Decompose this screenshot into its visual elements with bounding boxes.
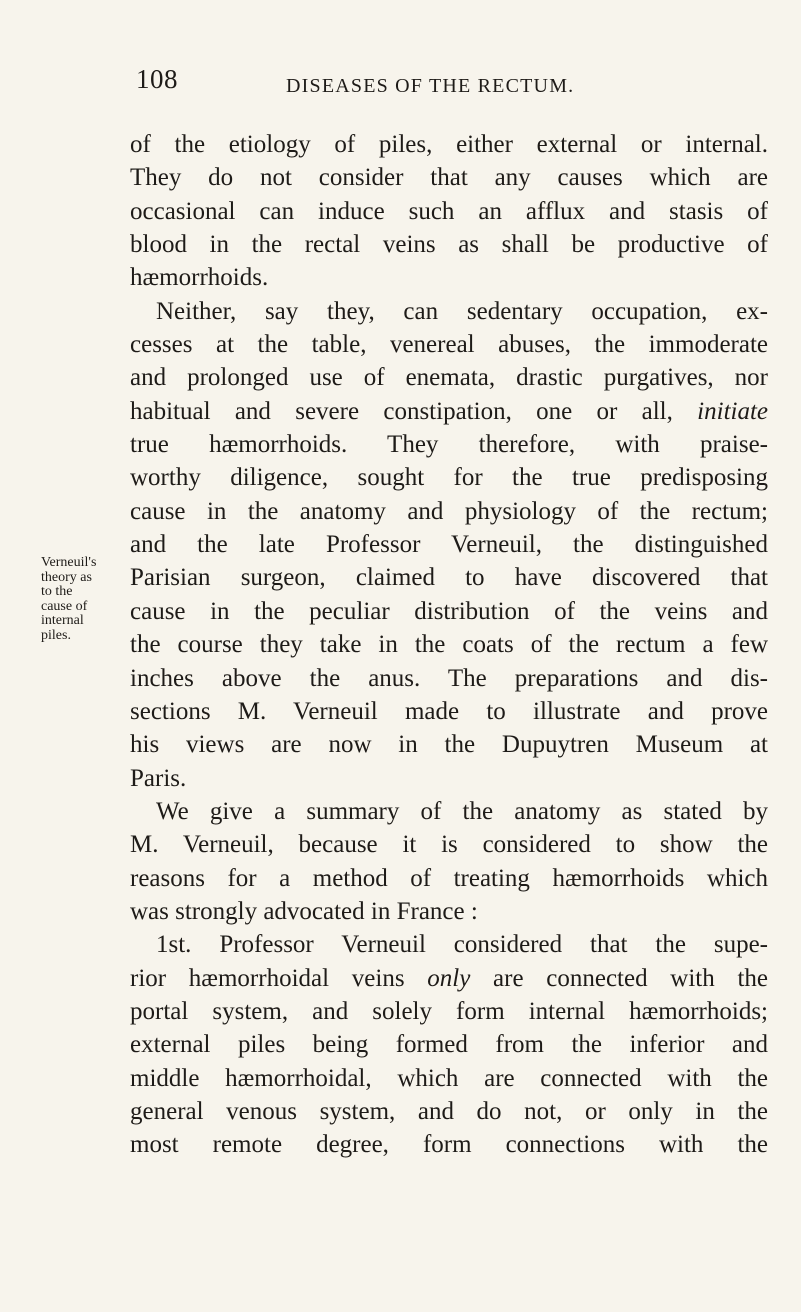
text-line: external piles being formed from the inferior and xyxy=(130,1031,768,1059)
text-line: occasional can induce such an afflux and stasis of xyxy=(130,197,768,225)
text-line: true hæmorrhoids. They therefore, with praise- xyxy=(130,431,768,459)
text-line: was strongly advocated in France : xyxy=(130,897,478,925)
text-segment: rior hæmorrhoidal veins xyxy=(130,964,405,992)
running-head: DISEASES OF THE RECTUM. xyxy=(286,75,575,97)
text-line: 1st. Professor Verneuil considered that the supe- xyxy=(156,931,768,959)
text-line: reasons for a method of treating hæmorrhoids which xyxy=(130,864,768,892)
text-line: worthy diligence, sought for the true predisposing xyxy=(130,464,768,492)
text-line: blood in the rectal veins as shall be productive of xyxy=(130,231,768,259)
text-line: We give a summary of the anatomy as stated by xyxy=(156,797,768,825)
text-line: cause in the anatomy and physiology of the rectum; xyxy=(130,497,768,525)
text-segment: are connected with the xyxy=(493,964,768,992)
text-line: Parisian surgeon, claimed to have discovered that xyxy=(130,564,768,592)
text-line: cause in the peculiar distribution of the veins and xyxy=(130,597,768,625)
text-line: his views are now in the Dupuytren Museum at xyxy=(130,731,768,759)
text-line: general venous system, and do not, or only in the xyxy=(130,1097,768,1125)
text-line: and prolonged use of enemata, drastic purgatives, nor xyxy=(130,364,768,392)
text-segment: habitual and severe constipation, one or all, xyxy=(130,397,673,425)
italic-word: initiate xyxy=(697,397,768,425)
text-line: sections M. Verneuil made to illustrate and prove xyxy=(130,697,768,725)
text-line: Neither, say they, can sedentary occupation, ex- xyxy=(156,297,768,325)
text-line: portal system, and solely form internal hæmorrhoids; xyxy=(130,997,768,1025)
text-line: M. Verneuil, because it is considered to show the xyxy=(130,831,768,859)
text-line: Paris. xyxy=(130,764,187,792)
text-line: hæmorrhoids. xyxy=(130,264,269,292)
text-line: They do not consider that any causes which are xyxy=(130,164,768,192)
text-line: of the etiology of piles, either external or internal. xyxy=(130,131,768,158)
body-text xyxy=(130,128,768,1162)
text-line: and the late Professor Verneuil, the distinguished xyxy=(130,531,768,559)
text-line: inches above the anus. The preparations and dis- xyxy=(130,664,768,692)
text-line: most remote degree, form connections with the xyxy=(130,1131,768,1159)
marginal-note: Verneuil's theory as to the cause of internal piles. xyxy=(41,555,97,643)
text-line xyxy=(130,962,768,995)
page-header xyxy=(0,66,801,106)
text-line xyxy=(130,395,768,428)
italic-word: only xyxy=(427,964,471,992)
text-line: cesses at the table, venereal abuses, the immoderate xyxy=(130,331,768,359)
page-number: 108 xyxy=(136,64,178,94)
text-line: middle hæmorrhoidal, which are connected with the xyxy=(130,1064,768,1092)
text-line: the course they take in the coats of the rectum a few xyxy=(130,631,768,659)
